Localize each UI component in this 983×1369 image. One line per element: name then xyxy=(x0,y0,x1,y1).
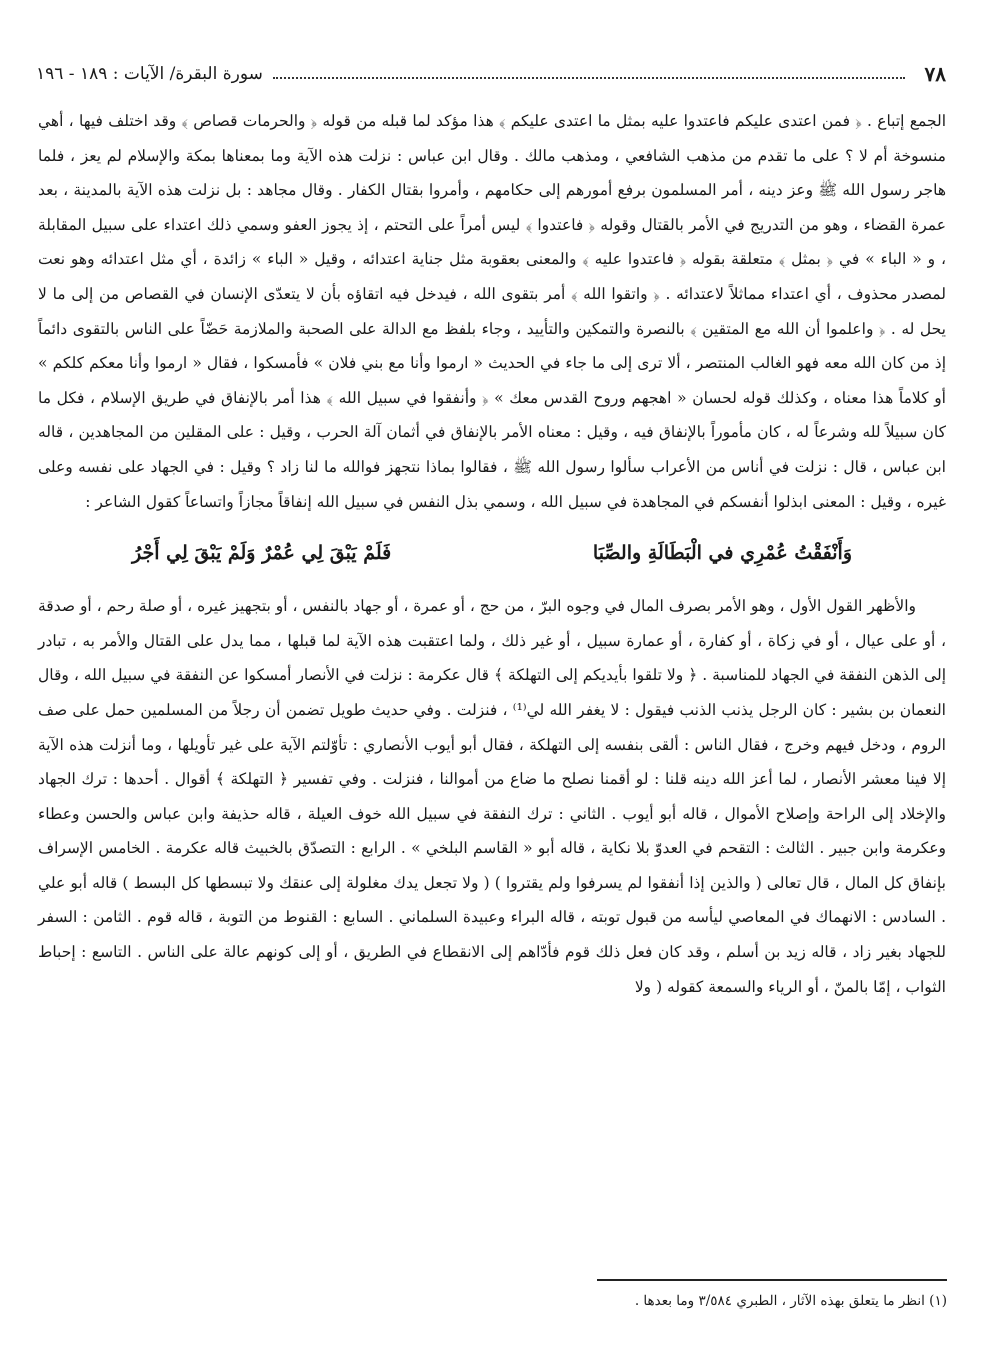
page-number: ٧٨ xyxy=(924,62,946,86)
poetry-verse xyxy=(112,533,872,573)
verse-second-hemistich: فَلَمْ يَبْقَ لِي عُمْرٌ وَلَمْ يَبْقَ لِي أَجْرُ xyxy=(132,542,392,565)
main-text xyxy=(38,104,946,1004)
verse-first-hemistich: وَأَنْفَقْتُ عُمْرِي في الْبَطَالَةِ والصِّبَا xyxy=(592,542,852,565)
paragraph-2: والأظهر القول الأول ، وهو الأمر بصرف المال في وجوه البرّ ، من حج ، أو عمرة ، أو جهاد بالنفس ، أو بتجهيز غيره ، أو صلة رحم ، أو صدقة ، أو على عيال ، أو في زكاة ، أو كفارة ، أو عمارة سبيل ، أو غير ذلك ، ولما اعتقبت هذه الآية لما قبلها ، مما يدل على القتال والأمر به ، تبادر إلى الذهن النفقة في الجهاد للمناسبة . ﴿ ولا تلقوا بأيديكم إلى التهلكة ﴾ قال عكرمة : نزلت في الأنصار أمسكوا عن النفقة في سبيل الله ، وقال النعمان بن بشير : كان الرجل يذنب الذنب فيقول : لا يغفر الله لي⁽¹⁾ ، فنزلت . وفي حديث طويل تضمن أن رجلاً من المسلمين حمل على صف الروم ، ودخل فيهم وخرج ، فقال الناس : ألقى بنفسه إلى التهلكة ، فقال أبو أيوب الأنصاري : تأوّلتم الآية على غير تأويلها ، وما أنزلت هذه الآية إلا فينا معشر الأنصار ، لما أعز الله دينه قلنا : لو أقمنا نصلح ما ضاع من أموالنا ، فنزلت . وفي تفسير ﴿ التهلكة ﴾ أقوال . أحدها : ترك الجهاد والإخلاد إلى الراحة وإصلاح الأموال ، قاله أبو أيوب . الثاني : ترك النفقة في سبيل الله خوف العيلة ، قاله حذيفة وابن عباس والحسن وعطاء وعكرمة وابن جبير . الثالث : التقحم في العدوّ بلا نكاية ، قاله أبو « القاسم البلخي » . الرابع : التصدّق بالخبيث قاله عكرمة . الخامس الإسراف بإنفاق كل المال ، قال تعالى ( والذين إذا أنفقوا لم يسرفوا ولم يقتروا ) ( ولا تجعل يدك مغلولة إلى عنقك ولا تبسطها كل البسط ) قاله أبو علي . السادس : الانهماك في المعاصي ليأسه من قبول توبته ، قاله البراء وعبيدة السلماني . السابع : القنوط من التوبة ، قاله قوم . الثامن : السفر للجهاد بغير زاد ، قاله زيد بن أسلم ، وقد كان فعل ذلك قوم فأدّاهم إلى الانقطاع في الطريق ، أو إلى كونهم عالة على الناس . التاسع : إحباط الثواب ، إمّا بالمنّ ، أو الرياء والسمعة كقوله ( ولا xyxy=(38,597,946,996)
running-header xyxy=(36,58,946,90)
footnote: (١) انظر ما يتعلق بهذه الآثار ، الطبري ٣/٥٨٤ وما بعدها . xyxy=(634,1293,947,1309)
header-dot-leader xyxy=(273,77,905,79)
footnote-divider xyxy=(597,1279,947,1281)
header-title: سورة البقرة/ الآيات : ١٨٩ - ١٩٦ xyxy=(36,64,263,84)
paragraph-1: الجمع إتباع . ﴿ فمن اعتدى عليكم فاعتدوا عليه بمثل ما اعتدى عليكم ﴾ هذا مؤكد لما قبله من قوله ﴿ والحرمات قصاص ﴾ وقد اختلف فيها ، أهي منسوخة أم لا ؟ على ما تقدم من مذهب الشافعي ، ومذهب مالك . وقال ابن عباس : نزلت هذه الآية وما بمعناها بمكة والإسلام لم يعز ، فلما هاجر رسول الله ﷺ وعز دينه ، أمر المسلمون برفع أمورهم إلى حكامهم ، وأمروا بقتال الكفار . وقال مجاهد : بل نزلت هذه الآية بالمدينة ، بعد عمرة القضاء ، وهو من التدريج في الأمر بالقتال وقوله ﴿ فاعتدوا ﴾ ليس أمراً على التحتم ، إذ يجوز العفو وسمي ذلك اعتداء على سبيل المقابلة ، و « الباء » في ﴿ بمثل ﴾ متعلقة بقوله ﴿ فاعتدوا عليه ﴾ والمعنى بعقوبة مثل جناية اعتدائه ، وقيل « الباء » زائدة ، أي مثل اعتدائه وهو نعت لمصدر محذوف ، أي اعتداء مماثلاً لاعتدائه . ﴿ واتقوا الله ﴾ أمر بتقوى الله ، فيدخل فيه اتقاؤه بأن لا يتعدّى الإنسان في القصاص من إلى ما لا يحل له . ﴿ واعلموا أن الله مع المتقين ﴾ بالنصرة والتمكين والتأييد ، وجاء بلفظ مع الدالة على الصحبة والملازمة حَضّاً على الناس بالتقوى دائماً إذ من كان الله معه فهو الغالب المنتصر ، ألا ترى إلى ما جاء في الحديث « ارموا وأنا مع بني فلان » فأمسكوا ، فقال « ارموا وأنا معكم كلكم » أو كلاماً هذا معناه ، وكذلك قوله لحسان « اهجهم وروح القدس معك » ﴿ وأنفقوا في سبيل الله ﴾ هذا أمر بالإنفاق في طريق الإسلام ، فكل ما كان سبيلاً لله وشرعاً له ، كان مأموراً بالإنفاق فيه ، وقيل : معناه الأمر بالإنفاق في أثمان آلة الحرب ، وقيل : على المقلين من المجاهدين ، قاله ابن عباس ، قال : نزلت في أناس من الأعراب سألوا رسول الله ﷺ ، فقالوا بماذا نتجهز فوالله ما لنا زاد ؟ وقيل : في الجهاد على نفسه وعلى غيره ، وقيل : المعنى ابذلوا أنفسكم في المجاهدة في سبيل الله ، وسمي بذل النفس في سبيل الله إنفاقاً مجازاً واتساعاً كقول الشاعر : xyxy=(38,112,946,511)
